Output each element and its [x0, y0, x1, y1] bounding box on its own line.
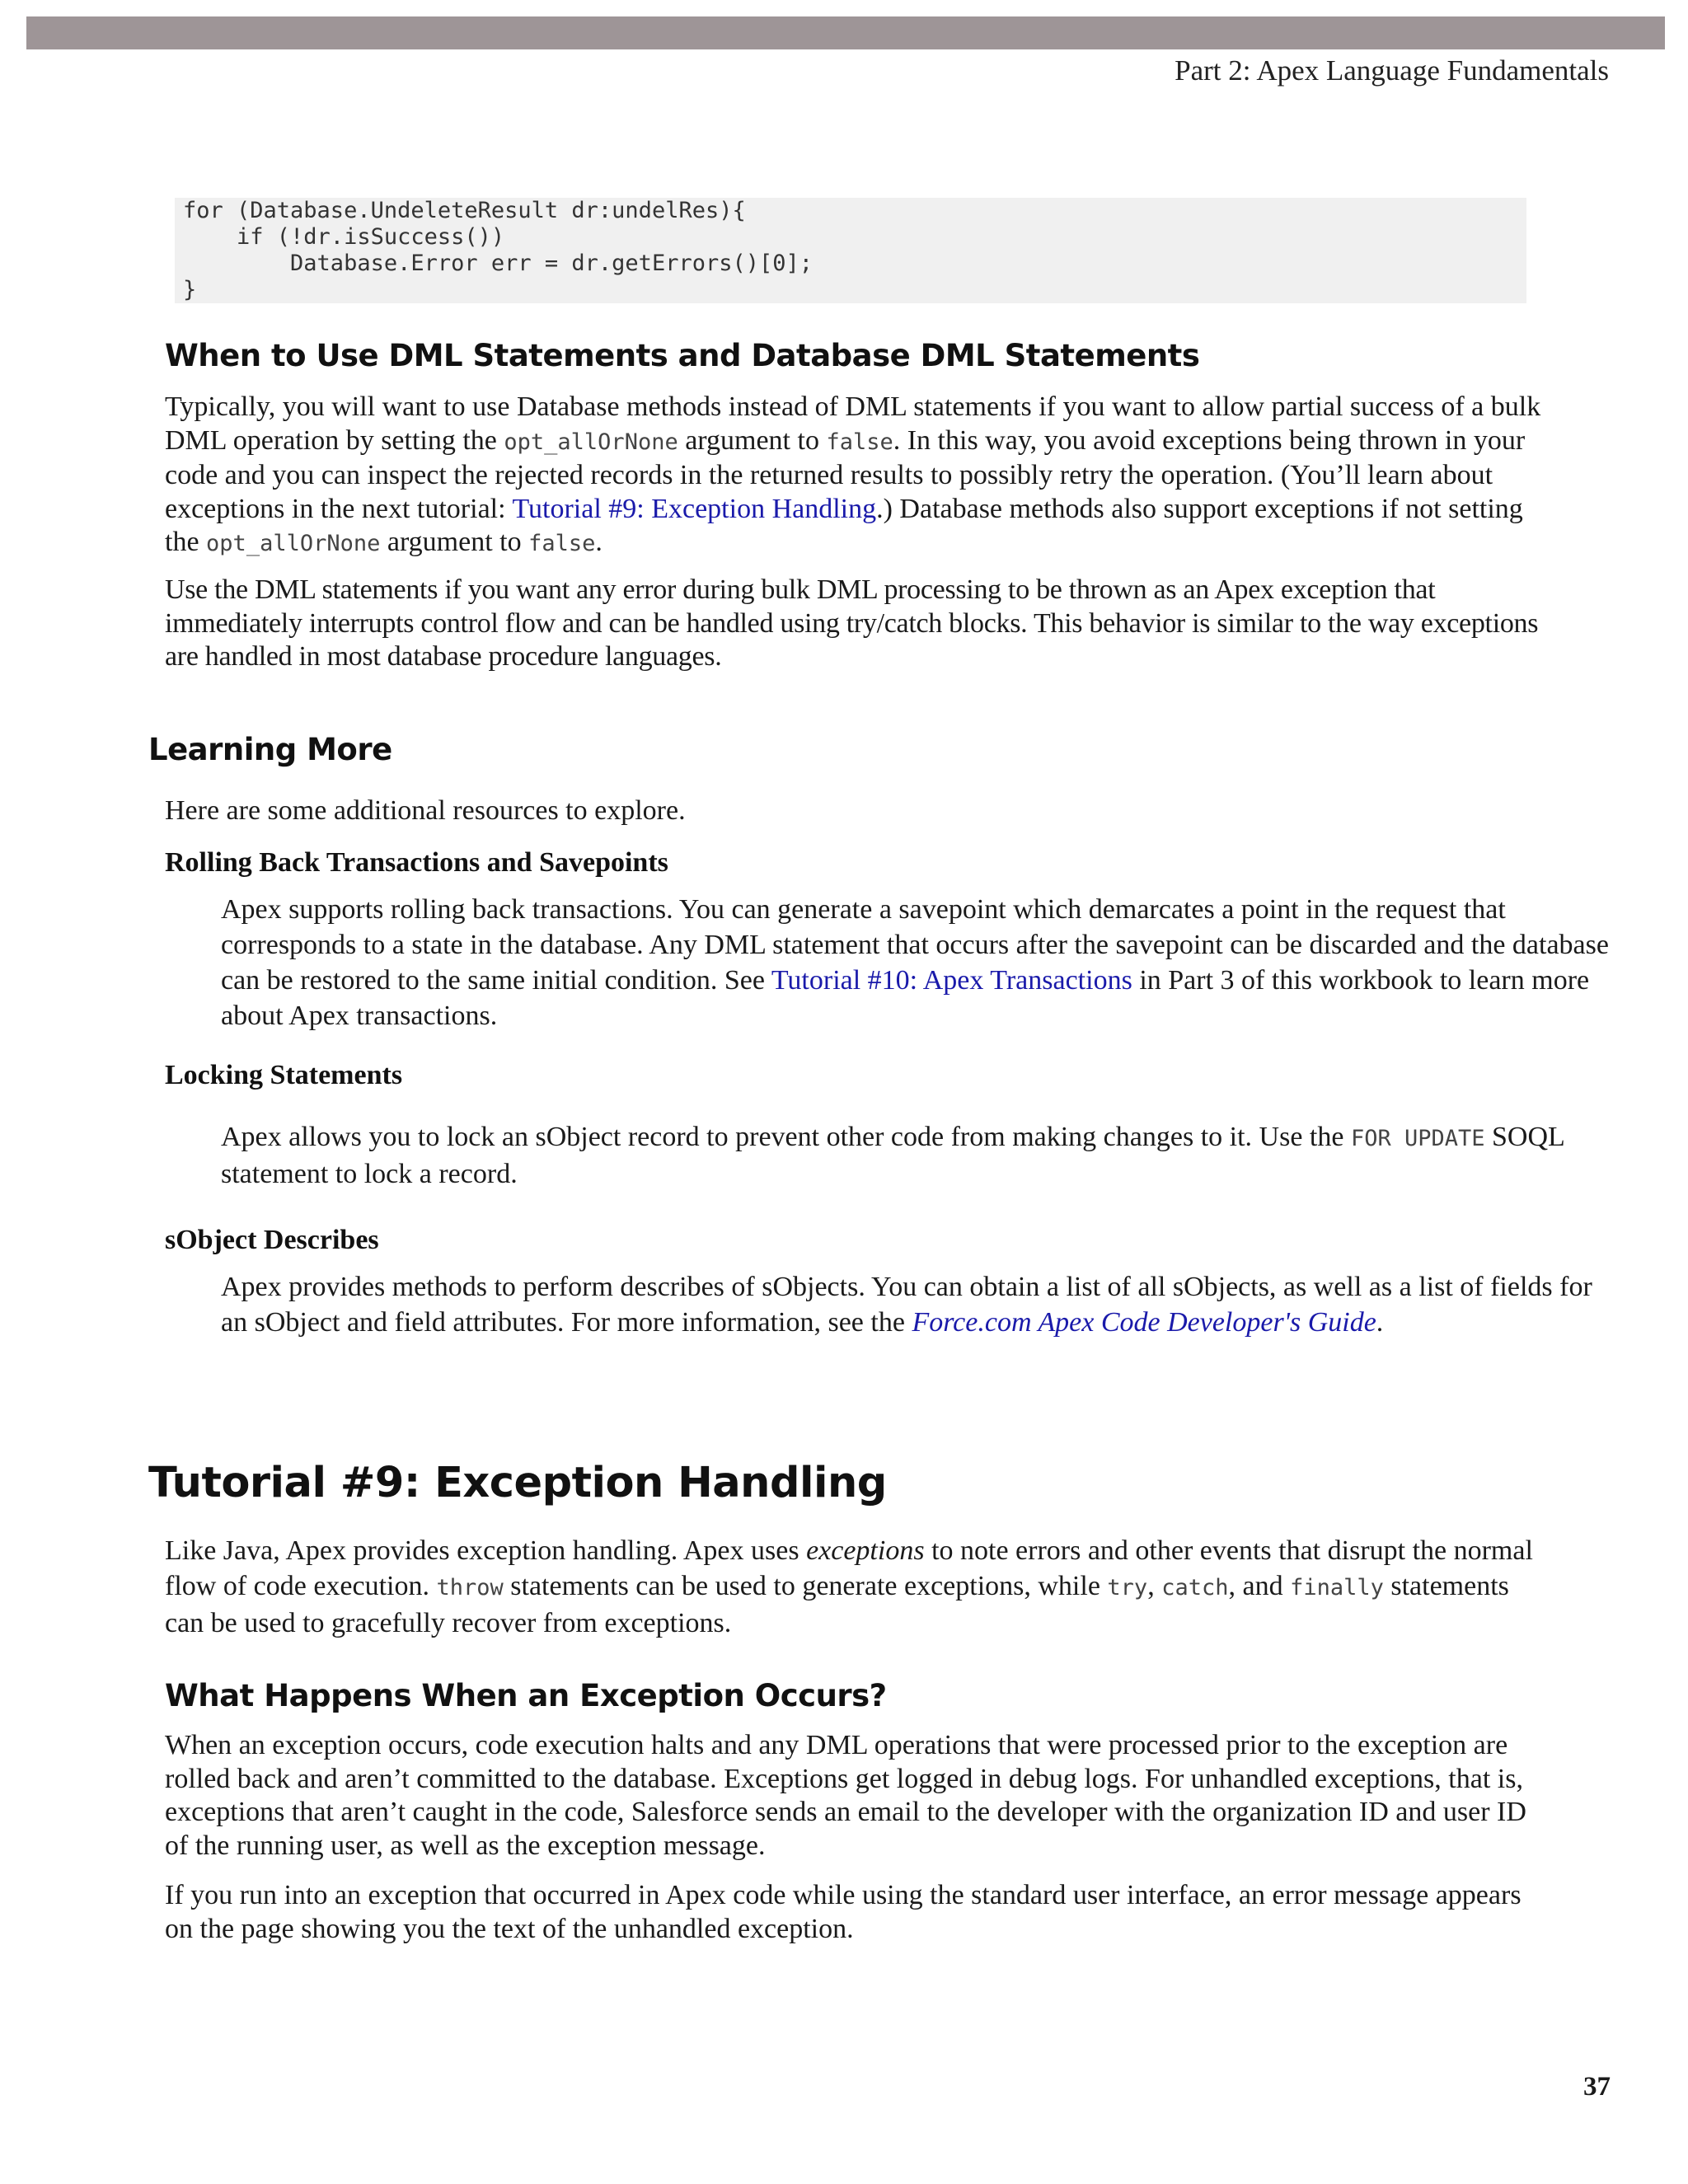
describes-title: sObject Describes — [165, 1225, 379, 1255]
link-developers-guide[interactable]: Force.com Apex Code Developer's Guide — [912, 1307, 1376, 1338]
dml-paragraph-2: Use the DML statements if you want any error during bulk DML processing to be thrown as an Apex exception that immediately interrupts control flow and can be handled using try/catch blocks. This behavior is similar to the way exceptions are handled in most database procedure languages. — [165, 574, 1539, 672]
page-number: 37 — [1583, 2072, 1611, 2102]
link-tutorial-9[interactable]: Tutorial #9: Exception Handling — [512, 493, 877, 524]
running-head: Part 2: Apex Language Fundamentals — [1175, 54, 1609, 87]
top-bar — [26, 16, 1665, 49]
exception-occurs-paragraph-2: If you run into an exception that occurred in Apex code while using the standard user interface, an error message appears on the page showing you the text of the unhandled exception. — [165, 1880, 1522, 1944]
locking-title: Locking Statements — [165, 1060, 403, 1090]
describes-paragraph: Apex provides methods to perform describes of sObjects. You can obtain a list of all sObjects, as well as a list of fields for an sObject and field attributes. For more information, see the Force.com Apex Code Developer's Guide. — [221, 1272, 1592, 1338]
exception-occurs-heading: What Happens When an Exception Occurs? — [165, 1678, 887, 1713]
learning-more-intro: Here are some additional resources to explore. — [165, 795, 686, 826]
code-try: try — [1107, 1575, 1148, 1601]
code-line: for (Database.UndeleteResult dr:undelRes){ — [183, 198, 746, 223]
link-tutorial-10[interactable]: Tutorial #10: Apex Transactions — [771, 965, 1132, 996]
code-opt-all-or-none: opt_allOrNone — [206, 531, 381, 556]
tutorial-9-heading: Tutorial #9: Exception Handling — [148, 1459, 887, 1507]
dml-paragraph-1: Typically, you will want to use Database methods instead of DML statements if you want to allow partial success of a bulk DML operation by setting the opt_allOrNone argument to false. In this way, you avoid exceptions being thrown in your code and you can inspect the rejected records in the returned results to possibly retry the operation. (You’ll learn about exceptions in the next tutorial: Tutorial #9: Exception Handling.) Database methods also support exceptions if not setting the opt_allOrNone argument to false. — [165, 391, 1541, 557]
code-line: Database.Error err = dr.getErrors()[0]; — [183, 251, 814, 276]
locking-paragraph: Apex allows you to lock an sObject record to prevent other code from making changes to it. Use the FOR UPDATE SOQL statement to lock a record. — [221, 1122, 1564, 1189]
code-line: } — [183, 277, 197, 302]
code-line: if (!dr.isSuccess()) — [183, 224, 505, 250]
code-throw: throw — [436, 1575, 504, 1601]
code-opt-all-or-none: opt_allOrNone — [504, 429, 678, 455]
learning-more-heading: Learning More — [148, 732, 392, 767]
code-catch: catch — [1161, 1575, 1229, 1601]
code-finally: finally — [1290, 1575, 1384, 1601]
exception-occurs-paragraph-1: When an exception occurs, code execution halts and any DML operations that were processed prior to the exception are rolled back and aren’t committed to the database. Exceptions get logged in debug logs. For unhandled exceptions, that is, exceptions that aren’t caught in the code, Salesforce sends an email to the developer with the organization ID and user ID of the running user, as well as the exception message. — [165, 1730, 1526, 1861]
tutorial-9-paragraph: Like Java, Apex provides exception handling. Apex uses exceptions to note errors and other events that disrupt the normal flow of code execution. throw statements can be used to generate exceptions, while try, catch, and finally statements can be used to gracefully recover from exceptions. — [165, 1535, 1533, 1638]
section-heading-dml: When to Use DML Statements and Database DML Statements — [165, 338, 1200, 373]
rollback-paragraph: Apex supports rolling back transactions. You can generate a savepoint which demarcates a point in the request that corresponds to a state in the database. Any DML statement that occurs after the savepoint can be discarded and the database can be restored to the same initial condition. See Tutorial #10: Apex Transactions in Part 3 of this workbook to learn more about Apex transactions. — [221, 894, 1609, 1031]
rollback-title: Rolling Back Transactions and Savepoints — [165, 847, 668, 878]
code-block — [175, 198, 1526, 303]
code-for-update: FOR UPDATE — [1350, 1126, 1485, 1151]
code-false: false — [528, 531, 596, 556]
code-false: false — [826, 429, 893, 455]
